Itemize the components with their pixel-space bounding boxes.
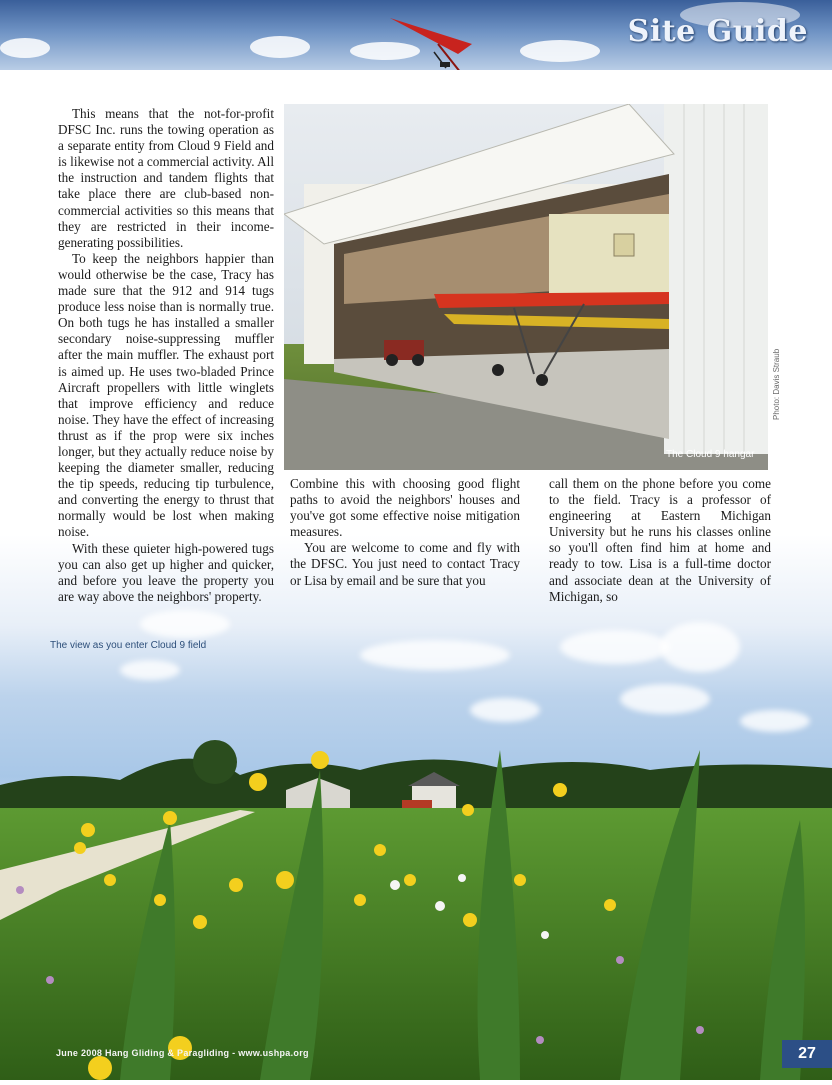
hangar-photo (284, 104, 768, 470)
photo-credit: Photo: Davis Straub (772, 348, 781, 420)
field-photo-caption: The view as you enter Cloud 9 field (50, 640, 207, 651)
paragraph: To keep the neighbors happier than would otherwise be the case, Tracy has made sure that the 912 and 914 tugs produce less noise than is normally true. On both tugs he has installed a smaller secondary noise-suppressing muffler after the main muffler. The exhaust port is aimed up. He uses two-bladed Prince Aircraft propellers with little winglets that improve efficiency and reduce noise. They have the effect of increasing thrust as if the prop were six inches longer, but they actually reduce noise by keeping the diameter smaller, reducing the tip speeds, reducing tip turbulence, and converting the energy to thrust that normally would be lost when making noise. (58, 250, 274, 540)
paragraph: Combine this with choosing good flight paths to avoid the neighbors' houses and you've got some effective noise mitigation measures. (290, 476, 520, 540)
paragraph: You are welcome to come and fly with the DFSC. You just need to contact Tracy or Lisa by email and be sure that you (290, 540, 520, 588)
hangar-photo-caption: The Cloud 9 hangar (666, 449, 755, 460)
paragraph: call them on the phone before you come to the field. Tracy is a professor of engineering at Eastern Michigan University but he runs his classes online so you'll often find him at home and ready to tow. Lisa is a full-time doctor and associate dean at the University of Michigan, so (549, 476, 771, 604)
article-column-middle (290, 476, 520, 589)
paragraph: With these quieter high-powered tugs you can also get up higher and quicker, and before you leave the property you are way above the neighbors' property. (58, 540, 274, 604)
field-photo (0, 730, 832, 1080)
footer-issue-line: June 2008 Hang Gliding & Paragliding - www.ushpa.org (56, 1048, 309, 1058)
page-number: 27 (782, 1040, 832, 1068)
section-title: Site Guide (627, 14, 808, 49)
header-banner (0, 0, 832, 70)
article-column-right (549, 476, 771, 605)
paragraph: This means that the not-for-profit DFSC Inc. runs the towing operation as a separate entity from Cloud 9 Field and is likewise not a commercial activity. All the instruction and tandem flights that take place there are club-based non-commercial activities so this means that they are restricted in their income-generating possibilities. (58, 106, 274, 250)
article-column-left (58, 106, 274, 605)
